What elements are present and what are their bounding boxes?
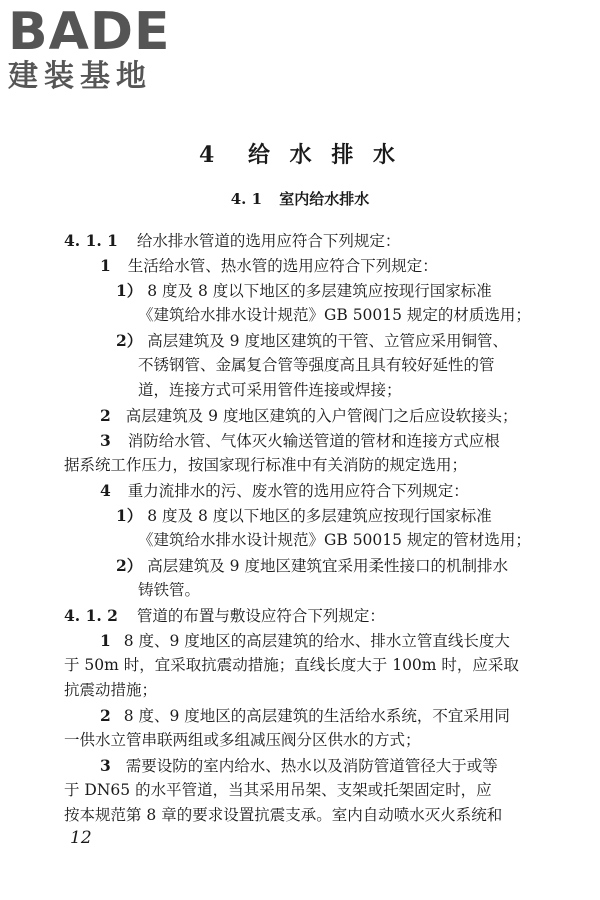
item-3b-cont [64, 803, 502, 828]
subitem-1-2-cont [138, 378, 402, 403]
item-number: 1 [100, 631, 111, 650]
item-1b-cont [64, 678, 157, 703]
subitem-line: 高层建筑及 9 度地区建筑宜采用柔性接口的机制排水 [147, 557, 508, 575]
chapter-title [0, 138, 600, 169]
item-text: 据系统工作压力，按国家现行标准中有关消防的规定选用； [64, 456, 468, 474]
clause-number: 4. 1. 1 [64, 231, 118, 250]
item-text: 重力流排水的污、废水管的选用应符合下列规定： [127, 482, 469, 500]
item-text: 于 50m 时，宜采取抗震动措施；直线长度大于 100m 时，应采取 [64, 656, 519, 674]
subitem-1-1 [116, 278, 492, 304]
item-text: 消防给水管、气体灭火输送管道的管材和连接方式应根 [127, 432, 500, 450]
section-number: 4. 1 [230, 190, 263, 208]
clause-text: 给水排水管道的选用应符合下列规定： [136, 232, 401, 250]
item-text: 8 度、9 度地区的高层建筑的生活给水系统，不宜采用同 [123, 707, 510, 725]
page-number: 12 [70, 828, 92, 848]
subitem-number: 2） [116, 556, 143, 575]
item-text: 于 DN65 的水平管道，当其采用吊架、支架或托架固定时，应 [64, 781, 492, 799]
subitem-line: 道，连接方式可采用管件连接或焊接； [138, 381, 402, 399]
item-1b [100, 628, 510, 654]
logo-brand: BADE [8, 2, 171, 62]
subitem-number: 1） [116, 506, 143, 525]
clause-4-1-1 [64, 228, 400, 254]
subitem-line: 铸铁管。 [138, 581, 201, 599]
item-4 [100, 478, 469, 504]
item-text: 按本规范第 8 章的要求设置抗震支承。室内自动喷水灭火系统和 [64, 806, 503, 824]
item-text: 抗震动措施； [64, 681, 158, 699]
item-text: 8 度、9 度地区的高层建筑的给水、排水立管直线长度大 [123, 632, 510, 650]
subitem-1-2-cont [138, 353, 495, 378]
subitem-1-2 [116, 328, 508, 354]
item-3-cont [64, 453, 467, 478]
clause-4-1-2 [64, 603, 385, 629]
chapter-number: 4 [199, 142, 221, 168]
item-3 [100, 428, 500, 454]
item-text: 高层建筑及 9 度地区建筑的入户管阀门之后应设软接头； [125, 407, 518, 425]
item-1 [100, 253, 438, 279]
subitem-1-1-cont [138, 303, 531, 328]
item-number: 2 [100, 706, 111, 725]
item-2b-cont [64, 728, 421, 753]
item-number: 4 [100, 481, 111, 500]
subitem-line: 不锈钢管、金属复合管等强度高且具有较好延性的管 [138, 356, 495, 374]
clause-text: 管道的布置与敷设应符合下列规定： [136, 607, 385, 625]
item-3b-cont [64, 778, 492, 803]
subitem-line: 《建筑给水排水设计规范》GB 50015 规定的管材选用； [138, 531, 531, 549]
item-text: 一供水立管串联两组或多组减压阀分区供水的方式； [64, 731, 421, 749]
item-1b-cont [64, 653, 519, 678]
item-2 [100, 403, 517, 429]
logo-tagline: 建装基地 [8, 59, 152, 94]
item-2b [100, 703, 510, 729]
subitem-line: 《建筑给水排水设计规范》GB 50015 规定的材质选用； [138, 306, 531, 324]
bade-logo [8, 2, 171, 94]
subitem-4-1-cont [138, 528, 531, 553]
subitem-line: 高层建筑及 9 度地区建筑的干管、立管应采用铜管、 [147, 332, 508, 350]
item-number: 3 [100, 431, 111, 450]
section-title [0, 188, 600, 209]
section-name: 室内给水排水 [279, 190, 370, 208]
item-3b [100, 753, 498, 779]
subitem-number: 2） [116, 331, 143, 350]
subitem-line: 8 度及 8 度以下地区的多层建筑应按现行国家标准 [147, 282, 492, 300]
item-text: 需要设防的室内给水、热水以及消防管道管径大于或等 [125, 757, 498, 775]
item-number: 3 [100, 756, 111, 775]
clause-number: 4. 1. 2 [64, 606, 118, 625]
subitem-4-2 [116, 553, 508, 579]
subitem-number: 1） [116, 281, 143, 300]
item-number: 2 [100, 406, 111, 425]
item-text: 生活给水管、热水管的选用应符合下列规定： [127, 257, 438, 275]
item-number: 1 [100, 256, 111, 275]
subitem-line: 8 度及 8 度以下地区的多层建筑应按现行国家标准 [147, 507, 492, 525]
subitem-4-1 [116, 503, 492, 529]
subitem-4-2-cont [138, 578, 200, 603]
chapter-name: 给 水 排 水 [248, 142, 401, 168]
